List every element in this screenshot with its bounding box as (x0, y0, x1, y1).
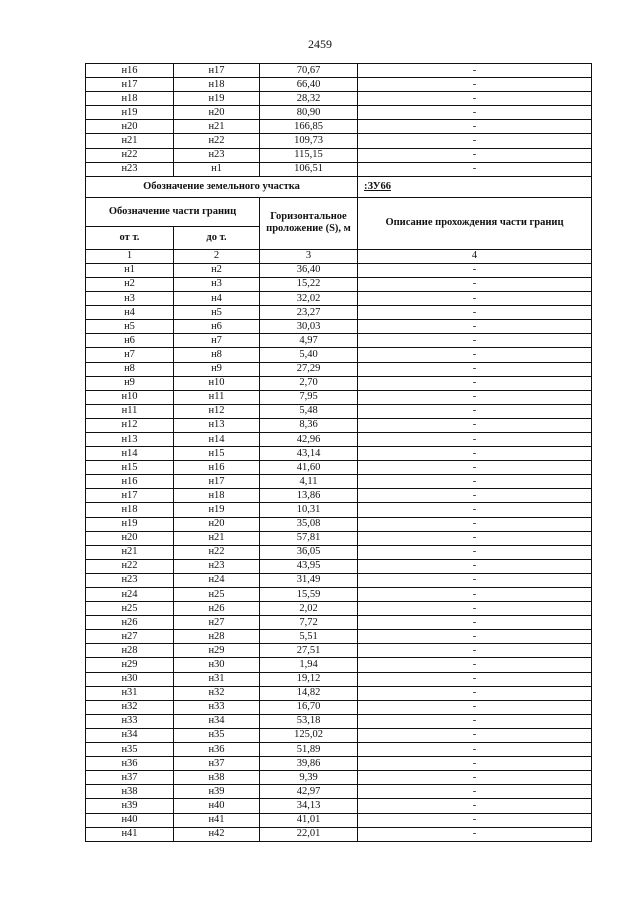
distance-cell: 15,59 (260, 588, 358, 602)
table-row (86, 376, 592, 390)
from-point-cell: н16 (86, 64, 174, 78)
to-point-cell: н18 (174, 489, 260, 503)
distance-cell: 4,11 (260, 475, 358, 489)
from-point-cell: н27 (86, 630, 174, 644)
to-point-cell: н12 (174, 404, 260, 418)
distance-cell: 31,49 (260, 573, 358, 587)
to-point-cell: н32 (174, 686, 260, 700)
distance-cell: 10,31 (260, 503, 358, 517)
from-point-cell: н31 (86, 686, 174, 700)
from-point-cell: н35 (86, 743, 174, 757)
table-row (86, 134, 592, 148)
from-point-cell: н8 (86, 362, 174, 376)
from-point-cell: н20 (86, 120, 174, 134)
description-cell: - (358, 404, 592, 418)
from-point-cell: н22 (86, 559, 174, 573)
table-row (86, 771, 592, 785)
from-point-cell: н17 (86, 78, 174, 92)
table-row (86, 531, 592, 545)
distance-cell: 4,97 (260, 334, 358, 348)
header-num-4: 4 (358, 249, 592, 263)
description-cell: - (358, 644, 592, 658)
to-point-cell: н42 (174, 827, 260, 841)
distance-cell: 7,95 (260, 390, 358, 404)
description-cell: - (358, 432, 592, 446)
distance-cell: 109,73 (260, 134, 358, 148)
table-row (86, 573, 592, 587)
table-header (86, 176, 592, 263)
distance-cell: 41,60 (260, 461, 358, 475)
to-point-cell: н33 (174, 700, 260, 714)
to-point-cell: н15 (174, 447, 260, 461)
table-row (86, 630, 592, 644)
to-point-cell: н37 (174, 757, 260, 771)
from-point-cell: н21 (86, 545, 174, 559)
section-code (358, 176, 592, 197)
distance-cell: 35,08 (260, 517, 358, 531)
distance-cell: 39,86 (260, 757, 358, 771)
distance-cell: 42,96 (260, 432, 358, 446)
table-row (86, 588, 592, 602)
distance-cell: 66,40 (260, 78, 358, 92)
table-row (86, 686, 592, 700)
from-point-cell: н19 (86, 517, 174, 531)
to-point-cell: н1 (174, 162, 260, 176)
table-row (86, 390, 592, 404)
distance-cell: 115,15 (260, 148, 358, 162)
page-number: 2459 (308, 37, 332, 51)
description-cell: - (358, 602, 592, 616)
table-row (86, 120, 592, 134)
to-point-cell: н27 (174, 616, 260, 630)
to-point-cell: н6 (174, 320, 260, 334)
from-point-cell: н9 (86, 376, 174, 390)
distance-cell: 36,40 (260, 263, 358, 277)
distance-cell: 8,36 (260, 418, 358, 432)
description-cell: - (358, 390, 592, 404)
table-row (86, 757, 592, 771)
description-cell: - (358, 162, 592, 176)
table-row (86, 728, 592, 742)
from-point-cell: н41 (86, 827, 174, 841)
description-cell: - (358, 277, 592, 291)
boundary-table (85, 63, 592, 842)
distance-cell: 125,02 (260, 728, 358, 742)
from-point-cell: н23 (86, 573, 174, 587)
to-point-cell: н25 (174, 588, 260, 602)
distance-cell: 53,18 (260, 714, 358, 728)
description-cell: - (358, 362, 592, 376)
description-cell: - (358, 630, 592, 644)
distance-cell: 106,51 (260, 162, 358, 176)
from-point-cell: н15 (86, 461, 174, 475)
table-row (86, 78, 592, 92)
table-row (86, 672, 592, 686)
to-point-cell: н17 (174, 64, 260, 78)
distance-cell: 80,90 (260, 106, 358, 120)
to-point-cell: н26 (174, 602, 260, 616)
description-cell: - (358, 813, 592, 827)
from-point-cell: н29 (86, 658, 174, 672)
distance-cell: 5,51 (260, 630, 358, 644)
description-cell: - (358, 531, 592, 545)
from-point-cell: н38 (86, 785, 174, 799)
distance-cell: 23,27 (260, 306, 358, 320)
from-point-cell: н25 (86, 602, 174, 616)
from-point-cell: н30 (86, 672, 174, 686)
to-point-cell: н22 (174, 545, 260, 559)
from-point-cell: н34 (86, 728, 174, 742)
to-point-cell: н41 (174, 813, 260, 827)
from-point-cell: н1 (86, 263, 174, 277)
description-cell: - (358, 728, 592, 742)
table-row (86, 277, 592, 291)
to-point-cell: н35 (174, 728, 260, 742)
to-point-cell: н29 (174, 644, 260, 658)
header-description: Описание прохождения части границ (358, 197, 592, 249)
from-point-cell: н21 (86, 134, 174, 148)
to-point-cell: н7 (174, 334, 260, 348)
distance-cell: 30,03 (260, 320, 358, 334)
description-cell: - (358, 616, 592, 630)
description-cell: - (358, 672, 592, 686)
description-cell: - (358, 334, 592, 348)
parcel-code: :ЗУ66 (364, 180, 391, 192)
table-row (86, 799, 592, 813)
distance-cell: 16,70 (260, 700, 358, 714)
description-cell: - (358, 263, 592, 277)
distance-cell: 27,29 (260, 362, 358, 376)
table-row (86, 658, 592, 672)
table-row (86, 785, 592, 799)
to-point-cell: н17 (174, 475, 260, 489)
description-cell: - (358, 461, 592, 475)
description-cell: - (358, 78, 592, 92)
description-cell: - (358, 503, 592, 517)
description-cell: - (358, 771, 592, 785)
to-point-cell: н23 (174, 559, 260, 573)
from-point-cell: н11 (86, 404, 174, 418)
table-row (86, 475, 592, 489)
description-cell: - (358, 418, 592, 432)
to-point-cell: н20 (174, 106, 260, 120)
distance-cell: 9,39 (260, 771, 358, 785)
distance-cell: 41,01 (260, 813, 358, 827)
description-cell: - (358, 785, 592, 799)
description-cell: - (358, 348, 592, 362)
from-point-cell: н5 (86, 320, 174, 334)
description-cell: - (358, 447, 592, 461)
distance-cell: 13,86 (260, 489, 358, 503)
description-cell: - (358, 517, 592, 531)
to-point-cell: н31 (174, 672, 260, 686)
description-cell: - (358, 757, 592, 771)
header-num-3: 3 (260, 249, 358, 263)
distance-cell: 34,13 (260, 799, 358, 813)
table-row (86, 106, 592, 120)
description-cell: - (358, 588, 592, 602)
table-row (86, 644, 592, 658)
description-cell: - (358, 64, 592, 78)
to-point-cell: н9 (174, 362, 260, 376)
from-point-cell: н37 (86, 771, 174, 785)
top-rows (86, 64, 592, 177)
header-horizontal: Горизонтальное проложение (S), м (260, 197, 358, 249)
distance-cell: 57,81 (260, 531, 358, 545)
description-cell: - (358, 573, 592, 587)
distance-cell: 22,01 (260, 827, 358, 841)
distance-cell: 70,67 (260, 64, 358, 78)
description-cell: - (358, 134, 592, 148)
description-cell: - (358, 489, 592, 503)
from-point-cell: н14 (86, 447, 174, 461)
description-cell: - (358, 545, 592, 559)
header-num-1: 1 (86, 249, 174, 263)
to-point-cell: н21 (174, 531, 260, 545)
to-point-cell: н34 (174, 714, 260, 728)
to-point-cell: н10 (174, 376, 260, 390)
from-point-cell: н18 (86, 92, 174, 106)
header-to: до т. (174, 226, 260, 249)
distance-cell: 14,82 (260, 686, 358, 700)
from-point-cell: н19 (86, 106, 174, 120)
from-point-cell: н18 (86, 503, 174, 517)
section-label: Обозначение земельного участка (86, 176, 358, 197)
to-point-cell: н19 (174, 503, 260, 517)
distance-cell: 42,97 (260, 785, 358, 799)
distance-cell: 28,32 (260, 92, 358, 106)
description-cell: - (358, 92, 592, 106)
distance-cell: 43,14 (260, 447, 358, 461)
description-cell: - (358, 827, 592, 841)
table-row (86, 320, 592, 334)
distance-cell: 51,89 (260, 743, 358, 757)
to-point-cell: н14 (174, 432, 260, 446)
to-point-cell: н2 (174, 263, 260, 277)
table-row (86, 263, 592, 277)
from-point-cell: н6 (86, 334, 174, 348)
description-cell: - (358, 743, 592, 757)
to-point-cell: н5 (174, 306, 260, 320)
description-cell: - (358, 106, 592, 120)
to-point-cell: н21 (174, 120, 260, 134)
from-point-cell: н7 (86, 348, 174, 362)
from-point-cell: н24 (86, 588, 174, 602)
table-row (86, 827, 592, 841)
table-row (86, 602, 592, 616)
from-point-cell: н13 (86, 432, 174, 446)
to-point-cell: н4 (174, 292, 260, 306)
table-row (86, 404, 592, 418)
to-point-cell: н8 (174, 348, 260, 362)
from-point-cell: н16 (86, 475, 174, 489)
from-point-cell: н17 (86, 489, 174, 503)
from-point-cell: н3 (86, 292, 174, 306)
to-point-cell: н16 (174, 461, 260, 475)
to-point-cell: н13 (174, 418, 260, 432)
distance-cell: 27,51 (260, 644, 358, 658)
table-row (86, 503, 592, 517)
table-row (86, 743, 592, 757)
description-cell: - (358, 475, 592, 489)
table-row (86, 362, 592, 376)
from-point-cell: н33 (86, 714, 174, 728)
table-row (86, 616, 592, 630)
description-cell: - (358, 714, 592, 728)
description-cell: - (358, 376, 592, 390)
from-point-cell: н4 (86, 306, 174, 320)
description-cell: - (358, 292, 592, 306)
distance-cell: 1,94 (260, 658, 358, 672)
from-point-cell: н32 (86, 700, 174, 714)
distance-cell: 5,48 (260, 404, 358, 418)
from-point-cell: н26 (86, 616, 174, 630)
header-num-2: 2 (174, 249, 260, 263)
from-point-cell: н36 (86, 757, 174, 771)
distance-cell: 7,72 (260, 616, 358, 630)
description-cell: - (358, 658, 592, 672)
to-point-cell: н19 (174, 92, 260, 106)
description-cell: - (358, 686, 592, 700)
to-point-cell: н38 (174, 771, 260, 785)
table-row (86, 92, 592, 106)
description-cell: - (358, 700, 592, 714)
table-row (86, 418, 592, 432)
table-row (86, 714, 592, 728)
from-point-cell: н20 (86, 531, 174, 545)
distance-cell: 166,85 (260, 120, 358, 134)
to-point-cell: н22 (174, 134, 260, 148)
distance-cell: 32,02 (260, 292, 358, 306)
distance-cell: 43,95 (260, 559, 358, 573)
table-row (86, 432, 592, 446)
from-point-cell: н22 (86, 148, 174, 162)
table-row (86, 162, 592, 176)
table-row (86, 64, 592, 78)
table-row (86, 559, 592, 573)
distance-cell: 36,05 (260, 545, 358, 559)
from-point-cell: н10 (86, 390, 174, 404)
to-point-cell: н20 (174, 517, 260, 531)
to-point-cell: н23 (174, 148, 260, 162)
table-row (86, 292, 592, 306)
description-cell: - (358, 320, 592, 334)
from-point-cell: н2 (86, 277, 174, 291)
to-point-cell: н28 (174, 630, 260, 644)
table-row (86, 813, 592, 827)
header-from: от т. (86, 226, 174, 249)
to-point-cell: н39 (174, 785, 260, 799)
description-cell: - (358, 559, 592, 573)
to-point-cell: н18 (174, 78, 260, 92)
table-row (86, 545, 592, 559)
main-rows (86, 263, 592, 841)
table-row (86, 447, 592, 461)
distance-cell: 2,70 (260, 376, 358, 390)
to-point-cell: н11 (174, 390, 260, 404)
table-row (86, 489, 592, 503)
description-cell: - (358, 120, 592, 134)
table-row (86, 461, 592, 475)
to-point-cell: н30 (174, 658, 260, 672)
distance-cell: 19,12 (260, 672, 358, 686)
to-point-cell: н36 (174, 743, 260, 757)
table-row (86, 700, 592, 714)
from-point-cell: н28 (86, 644, 174, 658)
from-point-cell: н23 (86, 162, 174, 176)
from-point-cell: н12 (86, 418, 174, 432)
header-part-boundaries: Обозначение части границ (86, 197, 260, 226)
table-row (86, 334, 592, 348)
description-cell: - (358, 799, 592, 813)
from-point-cell: н39 (86, 799, 174, 813)
from-point-cell: н40 (86, 813, 174, 827)
to-point-cell: н3 (174, 277, 260, 291)
table-row (86, 348, 592, 362)
to-point-cell: н40 (174, 799, 260, 813)
description-cell: - (358, 306, 592, 320)
description-cell: - (358, 148, 592, 162)
distance-cell: 2,02 (260, 602, 358, 616)
table-row (86, 148, 592, 162)
table-row (86, 517, 592, 531)
to-point-cell: н24 (174, 573, 260, 587)
table-row (86, 306, 592, 320)
distance-cell: 5,40 (260, 348, 358, 362)
distance-cell: 15,22 (260, 277, 358, 291)
